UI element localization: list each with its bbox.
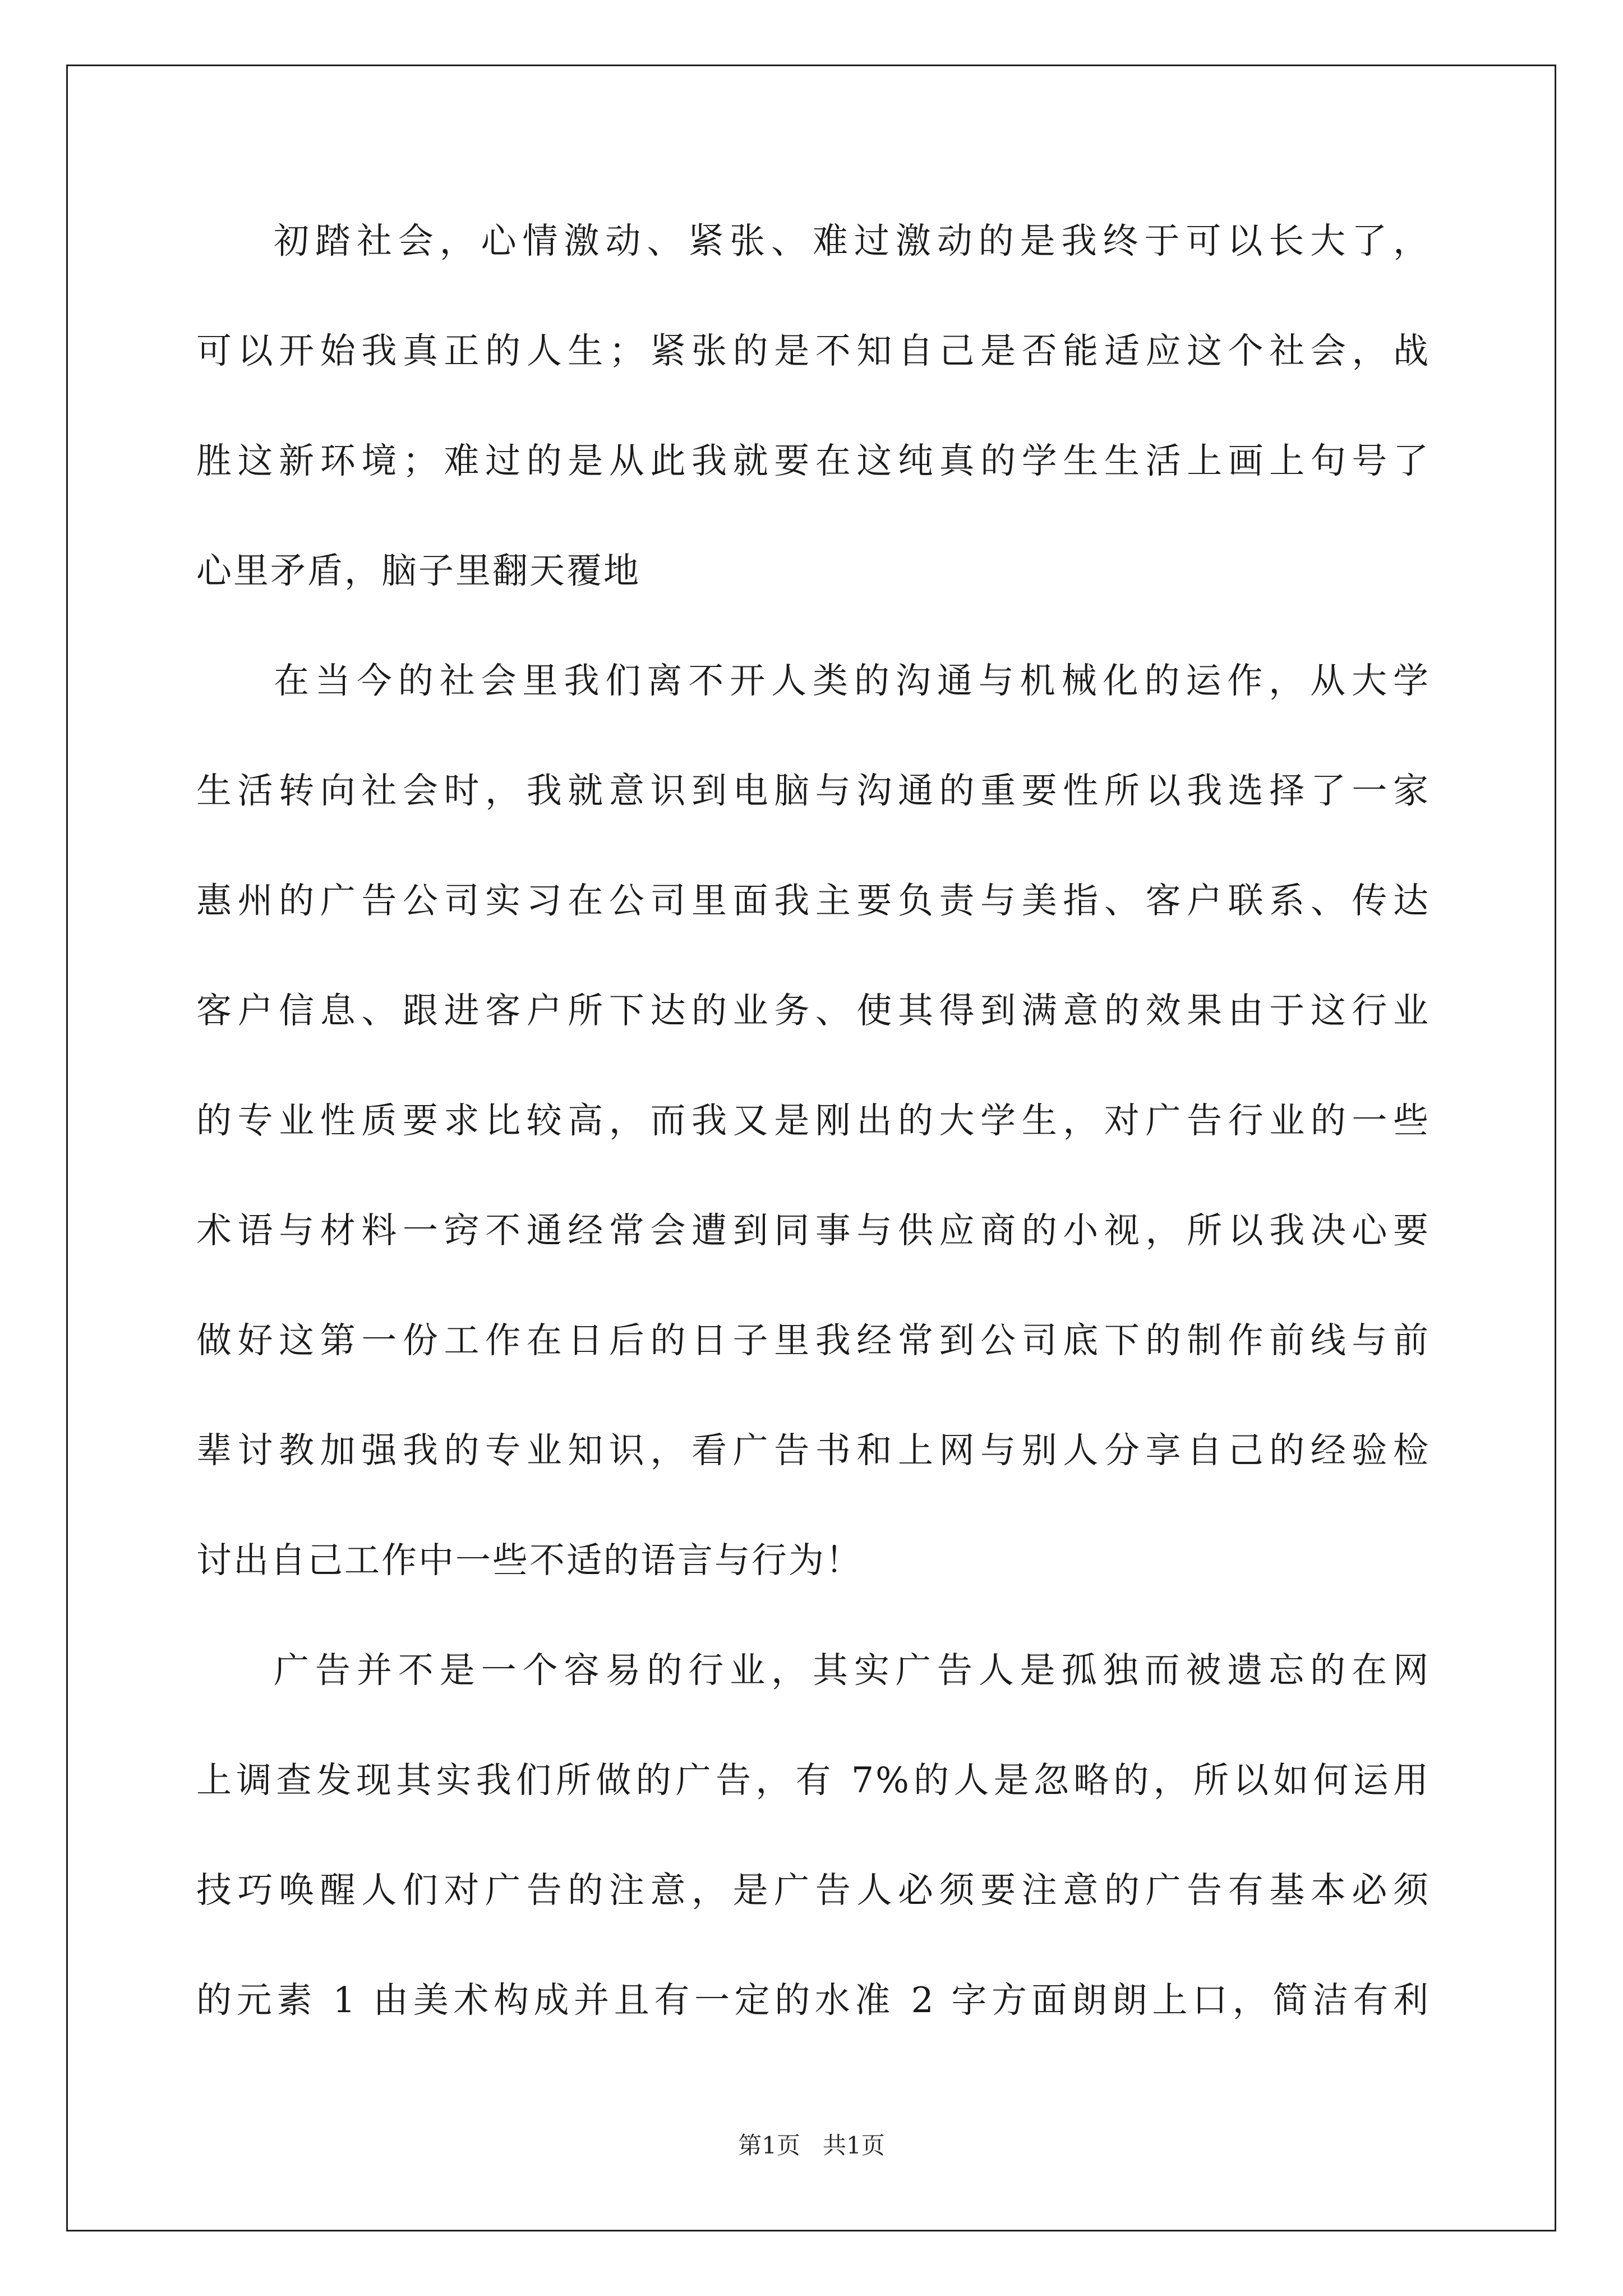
paragraph-line: 广告并不是一个容易的行业，其实广告人是孤独而被遗忘的在网 (274, 1650, 1430, 1691)
paragraph-line: 上调查发现其实我们所做的广告，有 7%的人是忽略的，所以如何运用 (196, 1760, 1430, 1801)
paragraph-line: 做好这第一份工作在日后的日子里我经常到公司底下的制作前线与前 (196, 1320, 1430, 1361)
page-number: 第1页 (738, 2132, 800, 2159)
paragraph-line: 术语与材料一窍不通经常会遭到同事与供应商的小视，所以我决心要 (196, 1210, 1430, 1251)
paragraph-line: 可以开始我真正的人生；紧张的是不知自己是否能适应这个社会，战 (196, 330, 1430, 371)
paragraph-line: 初踏社会，心情激动、紧张、难过激动的是我终于可以长大了， (274, 220, 1430, 261)
paragraph-line: 技巧唤醒人们对广告的注意，是广告人必须要注意的广告有基本必须 (196, 1870, 1430, 1911)
paragraph-line: 客户信息、跟进客户所下达的业务、使其得到满意的效果由于这行业 (196, 990, 1430, 1031)
page-total: 共1页 (823, 2132, 885, 2159)
paragraph-line: 讨出自己工作中一些不适的语言与行为！ (196, 1540, 863, 1581)
paragraph-line: 辈讨教加强我的专业知识，看广告书和上网与别人分享自己的经验检 (196, 1430, 1430, 1471)
paragraph-line: 的专业性质要求比较高，而我又是刚出的大学生，对广告行业的一些 (196, 1100, 1430, 1141)
paragraph-line: 心里矛盾，脑子里翻天覆地 (196, 550, 640, 591)
paragraph-line: 胜这新环境；难过的是从此我就要在这纯真的学生生活上画上句号了 (196, 440, 1430, 481)
paragraph-line: 生活转向社会时，我就意识到电脑与沟通的重要性所以我选择了一家 (196, 770, 1430, 811)
paragraph-line: 惠州的广告公司实习在公司里面我主要负责与美指、客户联系、传达 (196, 880, 1430, 921)
paragraph-line: 在当今的社会里我们离不开人类的沟通与机械化的运作，从大学 (274, 660, 1430, 701)
page-footer (0, 2129, 1623, 2162)
paragraph-line: 的元素 1 由美术构成并且有一定的水准 2 字方面朗朗上口，简洁有利 (196, 1980, 1430, 2021)
